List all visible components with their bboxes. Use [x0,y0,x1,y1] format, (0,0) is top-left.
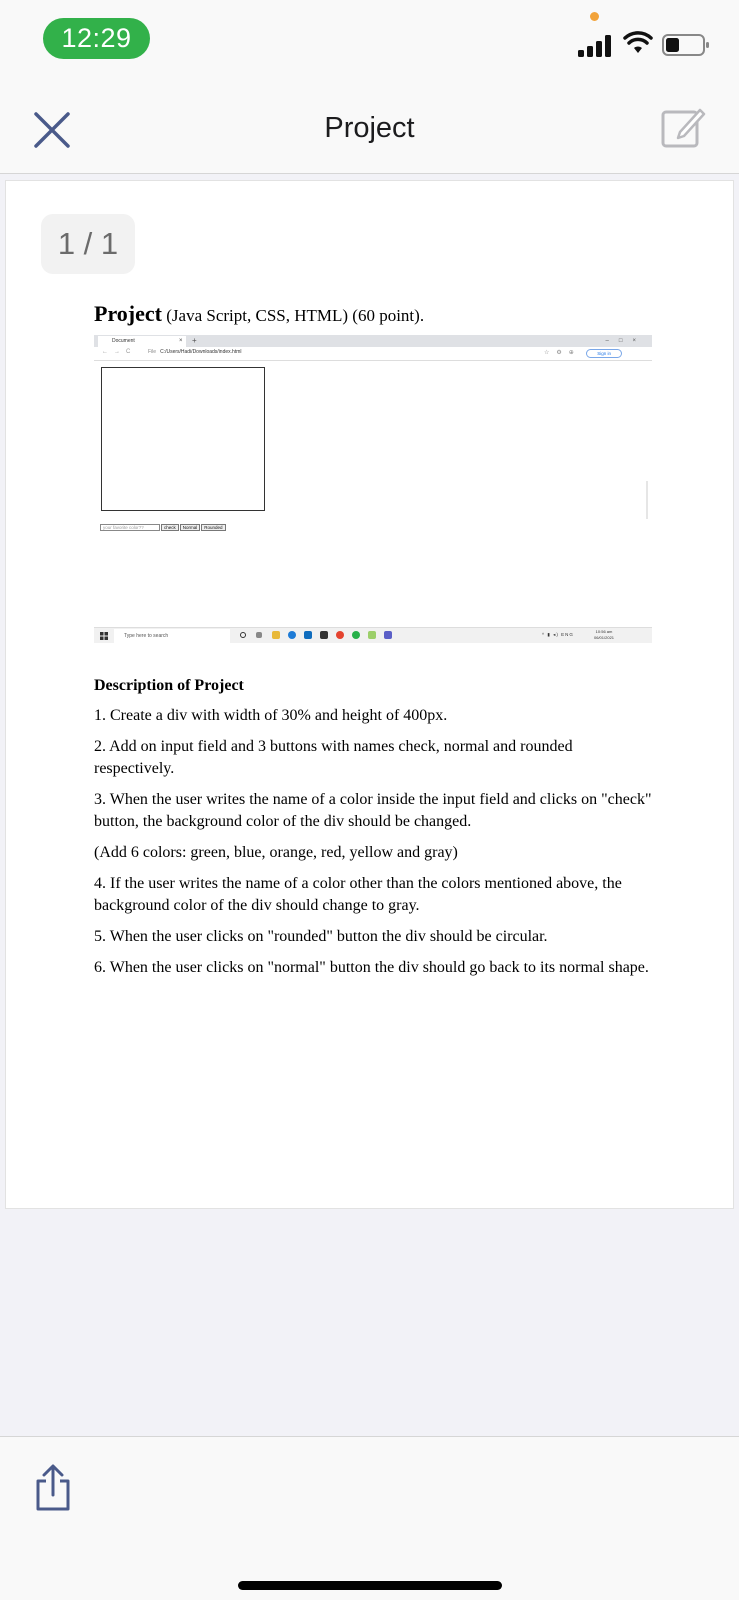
embedded-rounded-button: Rounded [201,524,225,531]
embedded-tab [98,336,186,347]
embedded-tab-close-icon: × [179,338,183,344]
embedded-scrollbar [646,481,648,519]
status-bar [0,0,739,80]
description-item: 4. If the user writes the name of a color other than the colors mentioned above, the background color of the div should change to gray. [94,875,622,914]
embedded-controls [100,524,226,532]
embedded-nav-icons: ←→C [102,349,137,355]
task-view-icon [256,632,262,638]
embedded-clock [594,629,614,641]
teams-icon [384,631,392,639]
battery-icon [662,33,710,57]
embedded-window-controls: –□× [605,338,646,344]
nav-bar [0,80,739,174]
bottom-toolbar [0,1436,739,1600]
embedded-clock-date: 06/01/2021 [594,635,615,640]
chrome-icon [336,631,344,639]
file-explorer-icon [272,631,280,639]
document-title-bold: Project [94,301,162,326]
windows-start-icon [100,632,108,640]
description-item: 6. When the user clicks on "normal" button the div should go back to its normal shape. [94,959,649,976]
status-time[interactable]: 12:29 [43,18,150,59]
embedded-taskbar-search: Type here to search [114,629,230,643]
description-item: 5. When the user clicks on "rounded" button the div should be circular. [94,928,548,945]
embedded-clock-time: 10:56 am [595,629,613,634]
embedded-tab-label: Document [112,338,135,344]
embedded-url-prefix: File [148,349,157,355]
store-icon [320,631,328,639]
embedded-url [148,349,241,355]
embedded-tab-strip [94,335,652,347]
embedded-system-tray: ^ ▮ ◂) ENG [542,632,574,637]
embedded-taskbar [94,627,652,643]
embedded-url-text: C:/Users/Hadi/Downloads/index.html [160,349,242,355]
whatsapp-icon [352,631,360,639]
description-section [94,675,654,988]
share-icon[interactable] [32,1463,74,1513]
description-item: (Add 6 colors: green, blue, orange, red, yellow and gray) [94,844,458,861]
wifi-icon [623,31,653,55]
embedded-color-input: your favorite color?? [100,524,160,531]
description-item: 1. Create a div with width of 30% and height of 400px. [94,707,448,724]
cellular-signal-icon [578,33,614,57]
description-item: 3. When the user writes the name of a color inside the input field and clicks on "check" button, the background color of the div should be changed. [94,791,652,830]
description-item: 2. Add on input field and 3 buttons with names check, normal and rounded respectively. [94,738,573,777]
description-heading: Description of Project [94,677,244,694]
embedded-screenshot [94,335,652,653]
embedded-address-bar [94,347,652,361]
edit-icon[interactable] [660,104,706,150]
paint-icon [368,631,376,639]
embedded-new-tab-icon: + [192,336,197,345]
page-counter: 1 / 1 [41,214,135,274]
document-title-rest: (Java Script, CSS, HTML) (60 point). [162,306,425,325]
embedded-check-button: check [161,524,179,531]
privacy-indicator-icon [590,12,599,21]
embedded-div-box [101,367,265,511]
embedded-sign-in: Sign in [586,349,622,358]
embedded-toolbar-icons: ☆⚙⊕ [544,350,581,356]
mail-icon [304,631,312,639]
page-title: Project [324,112,415,144]
cortana-icon [240,632,246,638]
embedded-normal-button: Normal [180,524,201,531]
home-indicator[interactable] [238,1581,502,1590]
document-page[interactable] [5,180,734,1209]
edge-icon [288,631,296,639]
document-title [94,301,654,327]
